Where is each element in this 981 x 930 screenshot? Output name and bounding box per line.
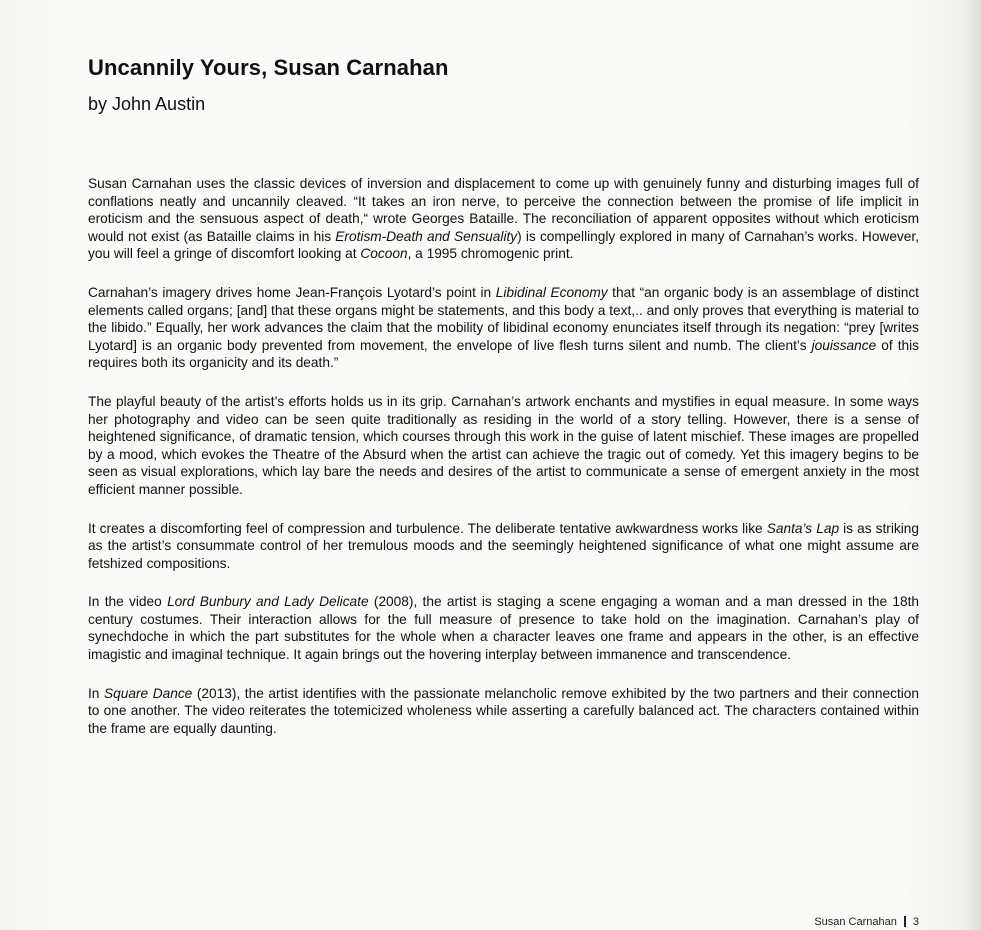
paragraph (88, 520, 919, 573)
text-run: is as striking as the artist’s consummate control of her tremulous moods and the seemingly heightened significance of what one might assume are fetshized compositions. (88, 520, 919, 571)
paragraph (88, 593, 919, 663)
italic-title: Santa’s Lap (766, 520, 840, 536)
paragraph (88, 393, 919, 499)
page-number: 3 (912, 916, 919, 928)
text-run: In (88, 685, 104, 701)
text-run: (2008), the artist is staging a scene engaging a woman and a man dressed in the 18th century costumes. Their interaction allows for the full measure of presence to take hold on the imagination. Carnahan’s play of synechdoche in which the part substitutes for the whole when a character leaves one frame and appears in the other, is an effective imagistic and imaginal technique. It again brings out the hovering interplay between immanence and transcendence. (88, 594, 919, 663)
text-run: of this requires both its organicity and its death.” (88, 337, 919, 371)
italic-title: Lord Bunbury and Lady Delicate (167, 594, 369, 610)
text-run: The playful beauty of the artist’s efforts holds us in its grip. Carnahan’s artwork enchants and mystifies in equal measure. In some ways her photography and video can be seen quite traditionally as residing in the world of a story telling. However, there is a sense of heightened significance, of dramatic tension, which courses through this work in the guise of latent mischief. These images are propelled by a mood, which evokes the Theatre of the Absurd when the artist can achieve the tragic out of comedy. Yet this imagery begins to be seen as visual explorations, which lay bare the needs and desires of the artist to communicate a sense of emergent anxiety in the most efficient manner possible. (88, 393, 919, 497)
footer-divider (904, 916, 906, 927)
paragraph (88, 284, 919, 372)
text-run: Carnahan’s imagery drives home Jean-François Lyotard’s point in (88, 284, 496, 300)
italic-title: jouissance (811, 337, 877, 353)
article-byline: by John Austin (88, 94, 206, 114)
page-edge-shadow (963, 0, 981, 930)
paragraph (88, 175, 919, 263)
italic-title: Erotism-Death and Sensuality (335, 228, 518, 244)
article-title: Uncannily Yours, Susan Carnahan (88, 55, 449, 80)
italic-title: Square Dance (104, 685, 193, 701)
text-run: that “an organic body is an assemblage of distinct elements called organs; [and] that these organs might be statements, and this body a text,.. and only proves that everything is material to the libido.” Equally, her work advances the claim that the mobility of libidinal economy enunciates itself through its negation: “prey [writes Lyotard] is an organic body prevented from movement, the envelope of live flesh turns silent and numb. The client’s (88, 284, 919, 353)
text-run: Susan Carnahan uses the classic devices of inversion and displacement to come up with genuinely funny and disturbing images full of conflations neatly and uncannily cleaved. “It takes an iron nerve, to perceive the connection between the promise of life implicit in eroticism and the sensuous aspect of death,“ wrote Georges Bataille. The reconciliation of apparent opposites without which eroticism would not exist (as Bataille claims in his (88, 176, 919, 244)
text-run: It creates a discomforting feel of compression and turbulence. The deliberate tentative awkwardness works like (88, 520, 767, 536)
paragraph (88, 685, 919, 738)
text-run: , a 1995 chromogenic print. (407, 246, 574, 262)
italic-title: Libidinal Economy (495, 284, 608, 300)
article-body (88, 175, 919, 758)
running-head: Susan Carnahan (814, 916, 897, 928)
text-run: (2013), the artist identifies with the passionate melancholic remove exhibited by the two partners and their connection to one another. The video reiterates the totemicized wholeness while asserting a carefully balanced act. The characters contained within the frame are equally daunting. (88, 685, 920, 736)
text-run: In the video (88, 594, 168, 610)
italic-title: Cocoon (360, 246, 408, 262)
page-footer (814, 916, 919, 928)
text-run: ) is compellingly explored in many of Carnahan’s works. However, you will feel a gringe of discomfort looking at (88, 228, 919, 262)
